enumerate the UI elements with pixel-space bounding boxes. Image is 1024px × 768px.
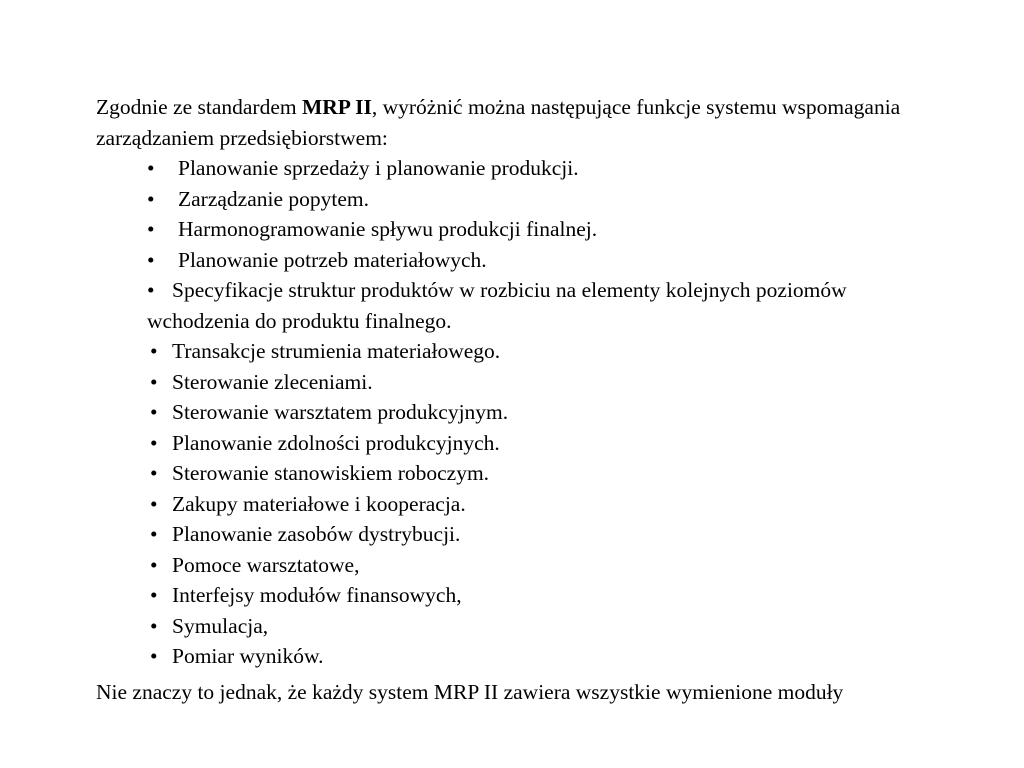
bullet-icon: • [150,491,158,516]
list-item [0,580,1024,611]
bullet-icon: • [147,217,155,241]
intro-bold-term: MRP II [301,95,372,119]
list-item [0,214,1024,245]
list-item-text: Harmonogramowanie spływu produkcji finalnej. [178,217,598,241]
bullet-icon: • [150,430,158,455]
intro-text-before: Zgodnie ze standardem [96,95,302,119]
list-item-text: Planowanie zdolności produkcyjnych. [172,430,500,455]
closing-paragraph: Nie znaczy to jednak, że każdy system MRP II zawiera wszystkie wymienione moduły [96,680,844,704]
list-item [0,275,1024,336]
bullet-icon: • [150,583,158,607]
bullet-icon: • [147,186,155,211]
list-item-text: Symulacja, [172,613,269,638]
list-item [0,519,1024,550]
list-item [0,153,1024,184]
bullet-icon: • [150,644,158,668]
list-item-text: Zarządzanie popytem. [178,186,370,211]
list-item-text: Zakupy materiałowe i kooperacja. [172,491,466,516]
bullet-icon: • [150,461,158,485]
list-item-text: Pomoce warsztatowe, [172,552,360,577]
list-item-text: Planowanie sprzedaży i planowanie produkcji. [178,156,579,180]
list-item [0,397,1024,428]
bullet-icon: • [150,522,158,546]
list-item [0,550,1024,581]
list-item-text: Interfejsy modułów finansowych, [172,583,462,607]
list-item-text: Pomiar wyników. [172,644,324,668]
list-item-text: Sterowanie stanowiskiem roboczym. [172,461,490,485]
list-item-text: Planowanie potrzeb materiałowych. [178,247,487,272]
list-item [0,641,1024,672]
list-item [0,336,1024,367]
list-item-text: Sterowanie warsztatem produkcyjnym. [172,400,509,424]
list-item [0,611,1024,642]
list-item-text: Transakcje strumienia materiałowego. [172,339,501,363]
list-item [0,245,1024,276]
intro-text-after: , wyróżnić można następujące funkcje systemu wspomagania zarządzaniem przedsiębiorstwem: [96,95,901,150]
bullet-icon: • [147,156,155,180]
bullet-icon: • [150,339,158,363]
bullet-icon: • [150,613,158,638]
bullet-icon: • [147,278,155,302]
list-item-text: Specyfikacje struktur produktów w rozbiciu na elementy kolejnych poziomów wchodzenia do produktu finalnego. [147,278,847,333]
bullet-icon: • [150,400,158,424]
list-item-text: Planowanie zasobów dystrybucji. [172,522,461,546]
list-item [0,428,1024,459]
bullet-icon: • [150,552,158,577]
intro-paragraph [96,92,936,153]
bullet-icon: • [147,247,155,272]
list-item [0,367,1024,398]
list-item [0,184,1024,215]
list-item-text: Sterowanie zleceniami. [172,369,373,394]
bullet-icon: • [150,369,158,394]
list-item [0,489,1024,520]
list-item [0,458,1024,489]
mrp-functions-list [0,153,1024,672]
